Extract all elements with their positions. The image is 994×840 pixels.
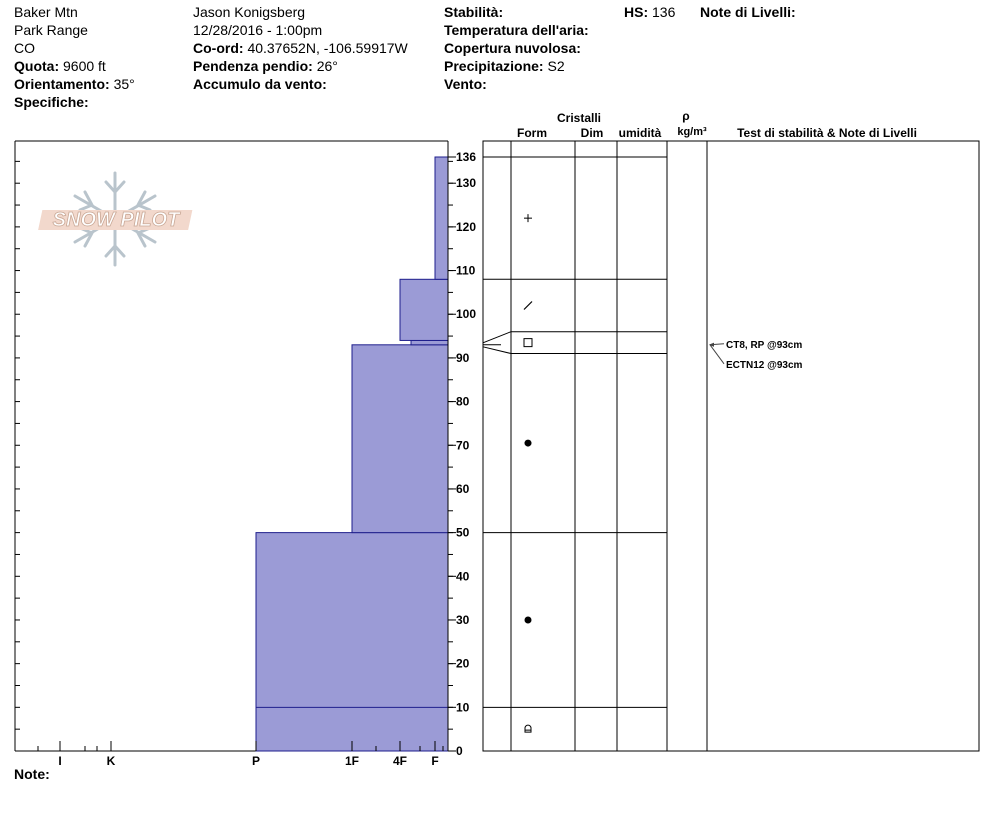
melt-form-icon bbox=[525, 725, 531, 732]
stability-test-leader bbox=[710, 345, 724, 364]
depth-tick-label: 50 bbox=[456, 525, 470, 540]
header-dim: Dim bbox=[580, 126, 604, 140]
stability-tests bbox=[709, 340, 803, 371]
slope-value: 26° bbox=[316, 58, 338, 74]
rounded-icon bbox=[525, 440, 532, 447]
depth-tick-label: 130 bbox=[456, 176, 477, 191]
stability-label: Stabilità: bbox=[444, 4, 504, 20]
aspect-label: Orientamento: bbox=[14, 76, 110, 92]
hardness-bar bbox=[400, 279, 448, 340]
snowpilot-logo bbox=[38, 173, 192, 265]
precip-label: Precipitazione: bbox=[444, 58, 544, 74]
depth-tick-label: 40 bbox=[456, 569, 470, 584]
depth-tick-label: 20 bbox=[456, 656, 470, 671]
mountain-range: Park Range bbox=[14, 22, 88, 38]
depth-tick-label: 10 bbox=[456, 700, 470, 715]
depth-tick-label: 0 bbox=[456, 744, 463, 758]
logo-text: SNOW PILOT bbox=[52, 209, 180, 231]
stability-test-note: ECTN12 @93cm bbox=[726, 359, 803, 371]
hs-value: 136 bbox=[652, 4, 676, 20]
hardness-tick-label: P bbox=[251, 754, 261, 768]
faceted-icon bbox=[524, 339, 532, 347]
hardness-tick-label: K bbox=[106, 754, 116, 768]
left-minor-ticks bbox=[15, 161, 20, 751]
coord-label: Co-ord: bbox=[193, 40, 244, 56]
elevation-label: Quota: bbox=[14, 58, 60, 74]
depth-tick-label: 90 bbox=[456, 350, 470, 365]
header-crystals: Cristalli bbox=[556, 111, 602, 125]
air-temp-label: Temperatura dell'aria: bbox=[444, 22, 589, 38]
header-stability-notes: Test di stabilità & Note di Livelli bbox=[737, 126, 917, 140]
layer-notes-label: Note di Livelli: bbox=[700, 4, 796, 20]
header-rho: ρ bbox=[682, 109, 690, 123]
depth-tick-label: 120 bbox=[456, 219, 477, 234]
precip-value: S2 bbox=[547, 58, 565, 74]
depth-tick-label: 80 bbox=[456, 394, 470, 409]
observation-datetime: 12/28/2016 - 1:00pm bbox=[193, 22, 323, 38]
location-name: Baker Mtn bbox=[14, 4, 78, 20]
header-humidity: umidità bbox=[618, 126, 662, 140]
elevation-value: 9600 ft bbox=[63, 58, 106, 74]
hardness-bar bbox=[256, 533, 448, 751]
decomposing-icon bbox=[524, 302, 532, 310]
depth-tick-label: 110 bbox=[456, 263, 476, 278]
header-form: Form bbox=[517, 126, 547, 140]
layer-connector-bottom bbox=[483, 347, 511, 354]
observer-name: Jason Konigsberg bbox=[193, 4, 306, 20]
table-headers bbox=[517, 109, 917, 140]
grain-form-symbols bbox=[524, 214, 532, 732]
sky-label: Copertura nuvolosa: bbox=[444, 40, 581, 56]
hardness-tick-label: I bbox=[58, 754, 62, 768]
hs-label: HS: bbox=[624, 4, 649, 20]
stability-test-note: CT8, RP @93cm bbox=[726, 339, 803, 351]
wind-label: Vento: bbox=[444, 76, 487, 92]
slope-label: Pendenza pendio: bbox=[193, 58, 313, 74]
depth-tick-label: 30 bbox=[456, 612, 470, 627]
layer-connector-top bbox=[483, 332, 511, 343]
layer-table bbox=[483, 141, 979, 751]
hardness-bar bbox=[411, 340, 448, 344]
depth-axis bbox=[448, 150, 476, 758]
header-density-unit: kg/m³ bbox=[677, 126, 707, 138]
layer-table-frame bbox=[483, 141, 979, 751]
wind-loading-label: Accumulo da vento: bbox=[193, 76, 327, 92]
notes-label: Note: bbox=[14, 766, 50, 782]
hardness-bars bbox=[256, 157, 448, 751]
coord-value: 40.37652N, -106.59917W bbox=[247, 40, 408, 56]
rounded-icon bbox=[525, 616, 532, 623]
depth-tick-label: 60 bbox=[456, 481, 470, 496]
aspect-value: 35° bbox=[113, 76, 135, 92]
hardness-tick-label: 1F bbox=[344, 754, 360, 768]
depth-tick-label: 70 bbox=[456, 438, 470, 453]
hardness-tick-label: F bbox=[431, 754, 439, 768]
hardness-bar bbox=[435, 157, 448, 279]
depth-tick-label: 136 bbox=[456, 150, 477, 164]
state: CO bbox=[14, 40, 35, 56]
hardness-bar bbox=[352, 345, 448, 533]
specifics-label: Specifiche: bbox=[14, 94, 89, 110]
depth-tick-label: 100 bbox=[456, 307, 477, 322]
hardness-tick-label: 4F bbox=[392, 754, 408, 768]
